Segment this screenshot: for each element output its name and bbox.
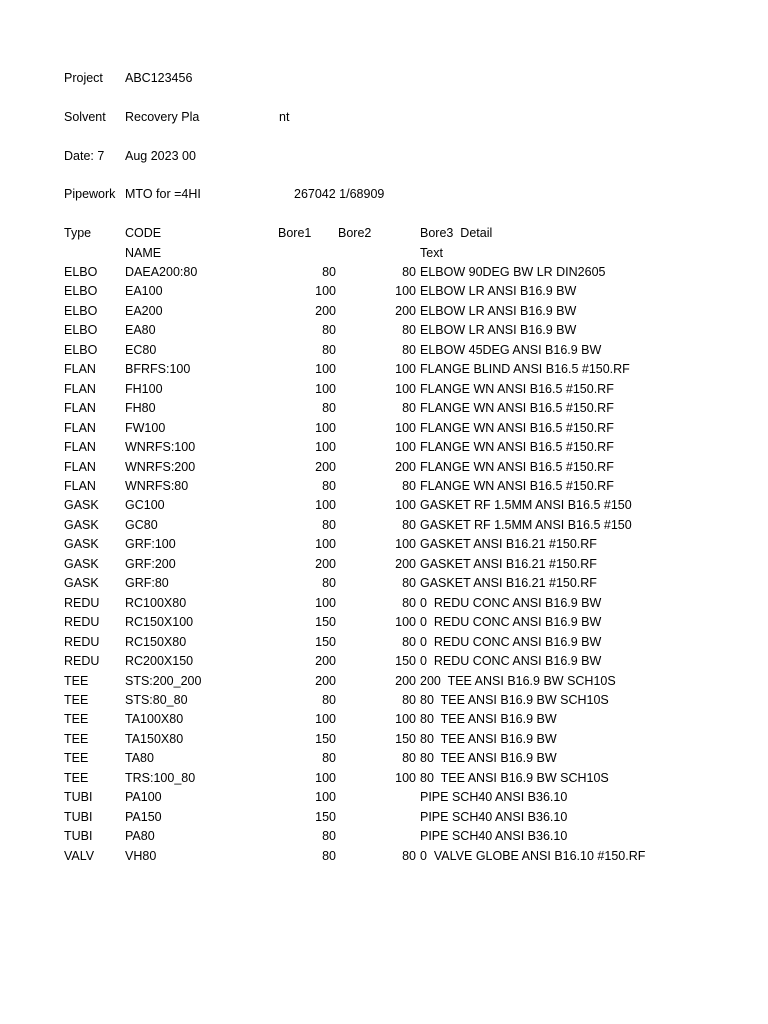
cell-detail: 0 REDU CONC ANSI B16.9 BW (420, 654, 602, 668)
cell-bore1: 100 (315, 790, 336, 805)
table-row (0, 693, 768, 709)
cell-bore3: 200 (395, 459, 416, 474)
pipework-value: MTO for =4HI (125, 187, 201, 201)
cell-bore1: 150 (315, 731, 336, 746)
solvent-value-a: Recovery Pla (125, 110, 200, 124)
table-row (0, 557, 768, 573)
col-type: Type (64, 226, 92, 240)
cell-code: STS:200_200 (125, 673, 202, 688)
cell-type: GASK (64, 517, 99, 532)
solvent-line (0, 110, 768, 126)
cell-detail: 200 TEE ANSI B16.9 BW SCH10S (420, 673, 616, 688)
cell-detail: 0 REDU CONC ANSI B16.9 BW (420, 595, 602, 610)
date-line (0, 149, 768, 165)
table-row (0, 284, 768, 300)
cell-bore3: 100 (395, 712, 416, 727)
cell-bore3: 80 (402, 342, 416, 357)
table-row (0, 537, 768, 553)
cell-code: TA80 (125, 751, 154, 766)
cell-detail: FLANGE WN ANSI B16.5 #150.RF (420, 478, 614, 493)
cell-bore1: 200 (315, 459, 336, 474)
table-row (0, 421, 768, 437)
cell-code: PA150 (125, 809, 162, 824)
cell-type: GASK (64, 537, 99, 552)
cell-bore3: 80 (402, 517, 416, 532)
cell-bore1: 100 (315, 595, 336, 610)
cell-code: PA100 (125, 790, 162, 805)
table-row (0, 440, 768, 456)
date-label: Date: 7 (64, 149, 105, 163)
cell-bore1: 80 (322, 323, 336, 338)
cell-type: GASK (64, 576, 99, 591)
cell-bore3: 80 (402, 576, 416, 591)
cell-bore1: 150 (315, 809, 336, 824)
pipework-ref: 267042 1/68909 (294, 187, 385, 201)
cell-bore3: 200 (395, 556, 416, 571)
table-row (0, 732, 768, 748)
col-bore1: Bore1 (278, 226, 312, 240)
cell-bore1: 100 (315, 284, 336, 299)
cell-code: PA80 (125, 829, 155, 843)
cell-code: TA100X80 (125, 712, 184, 727)
cell-detail: 0 REDU CONC ANSI B16.9 BW (420, 615, 602, 630)
table-row (0, 382, 768, 398)
table-row (0, 304, 768, 320)
cell-type: GASK (64, 498, 99, 513)
cell-code: RC150X80 (125, 634, 187, 649)
cell-type: REDU (64, 654, 100, 668)
cell-detail: 80 TEE ANSI B16.9 BW (420, 731, 557, 746)
cell-bore3: 80 (402, 265, 416, 279)
cell-bore1: 100 (315, 770, 336, 785)
cell-bore1: 80 (322, 829, 336, 843)
cell-bore3: 200 (395, 673, 416, 688)
cell-type: REDU (64, 595, 100, 610)
cell-detail: ELBOW 90DEG BW LR DIN2605 (420, 265, 606, 279)
cell-bore3: 100 (395, 770, 416, 785)
cell-type: TEE (64, 712, 89, 727)
cell-bore3: 100 (395, 440, 416, 454)
cell-bore3: 80 (402, 692, 416, 707)
cell-bore1: 150 (315, 634, 336, 649)
cell-code: TRS:100_80 (125, 770, 196, 785)
cell-bore3: 80 (402, 401, 416, 416)
cell-detail: GASKET ANSI B16.21 #150.RF (420, 537, 597, 552)
cell-type: ELBO (64, 342, 98, 357)
cell-type: TUBI (64, 829, 93, 843)
cell-code: GRF:100 (125, 537, 176, 552)
project-value: ABC123456 (125, 71, 193, 85)
cell-detail: PIPE SCH40 ANSI B36.10 (420, 790, 568, 805)
table-row (0, 323, 768, 339)
cell-type: TEE (64, 692, 89, 707)
cell-type: REDU (64, 615, 100, 630)
cell-code: GRF:80 (125, 576, 169, 591)
cell-detail: FLANGE WN ANSI B16.5 #150.RF (420, 440, 614, 454)
cell-bore1: 80 (322, 478, 336, 493)
cell-type: TUBI (64, 809, 93, 824)
table-row (0, 674, 768, 690)
cell-detail: FLANGE WN ANSI B16.5 #150.RF (420, 381, 614, 396)
cell-code: RC200X150 (125, 654, 194, 668)
table-row (0, 790, 768, 806)
cell-type: FLAN (64, 420, 96, 435)
cell-code: FH80 (125, 401, 156, 416)
cell-detail: 0 VALVE GLOBE ANSI B16.10 #150.RF (420, 848, 646, 863)
cell-bore3: 200 (395, 303, 416, 318)
cell-type: FLAN (64, 401, 96, 416)
table-row (0, 265, 768, 281)
cell-type: ELBO (64, 303, 98, 318)
cell-type: REDU (64, 634, 100, 649)
solvent-label: Solvent (64, 110, 106, 124)
cell-type: VALV (64, 848, 95, 863)
cell-code: DAEA200:80 (125, 265, 198, 279)
cell-detail: GASKET RF 1.5MM ANSI B16.5 #150 (420, 498, 632, 513)
cell-detail: 80 TEE ANSI B16.9 BW (420, 712, 557, 727)
project-line (0, 71, 768, 87)
cell-type: TUBI (64, 790, 93, 805)
cell-bore3: 80 (402, 751, 416, 766)
col-bore3-detail: Bore3 Detail (420, 226, 493, 240)
cell-detail: 0 REDU CONC ANSI B16.9 BW (420, 634, 602, 649)
cell-bore1: 80 (322, 692, 336, 707)
table-row (0, 401, 768, 417)
col-name: NAME (125, 246, 162, 260)
cell-type: FLAN (64, 362, 96, 377)
table-row (0, 810, 768, 826)
cell-bore1: 200 (315, 673, 336, 688)
cell-detail: PIPE SCH40 ANSI B36.10 (420, 829, 568, 843)
cell-bore3: 100 (395, 362, 416, 377)
col-bore2: Bore2 (338, 226, 372, 240)
cell-code: EA100 (125, 284, 163, 299)
cell-type: ELBO (64, 284, 98, 299)
pipework-label: Pipework (64, 187, 116, 201)
cell-bore1: 100 (315, 381, 336, 396)
table-row (0, 751, 768, 767)
cell-type: FLAN (64, 478, 96, 493)
cell-detail: ELBOW LR ANSI B16.9 BW (420, 284, 577, 299)
table-row (0, 829, 768, 845)
cell-detail: ELBOW LR ANSI B16.9 BW (420, 323, 577, 338)
cell-bore1: 80 (322, 342, 336, 357)
table-row (0, 849, 768, 865)
cell-bore1: 80 (322, 265, 336, 279)
cell-type: TEE (64, 770, 89, 785)
cell-code: GRF:200 (125, 556, 176, 571)
col-code: CODE (125, 226, 162, 240)
cell-code: FH100 (125, 381, 163, 396)
cell-bore1: 200 (315, 556, 336, 571)
cell-bore3: 100 (395, 615, 416, 630)
cell-bore3: 80 (402, 595, 416, 610)
cell-detail: ELBOW 45DEG ANSI B16.9 BW (420, 342, 602, 357)
cell-detail: 80 TEE ANSI B16.9 BW (420, 751, 557, 766)
cell-detail: PIPE SCH40 ANSI B36.10 (420, 809, 568, 824)
table-row (0, 362, 768, 378)
cell-detail: GASKET ANSI B16.21 #150.RF (420, 556, 597, 571)
cell-type: GASK (64, 556, 99, 571)
cell-type: FLAN (64, 440, 96, 454)
date-value: Aug 2023 00 (125, 149, 196, 163)
cell-code: VH80 (125, 848, 157, 863)
table-row (0, 518, 768, 534)
col-text: Text (420, 246, 443, 260)
cell-detail: FLANGE BLIND ANSI B16.5 #150.RF (420, 362, 630, 377)
table-row (0, 460, 768, 476)
cell-code: STS:80_80 (125, 692, 188, 707)
cell-bore3: 100 (395, 498, 416, 513)
project-label: Project (64, 71, 103, 85)
cell-bore1: 80 (322, 576, 336, 591)
cell-bore1: 80 (322, 517, 336, 532)
cell-type: ELBO (64, 265, 98, 279)
cell-bore1: 80 (322, 848, 336, 863)
table-row (0, 498, 768, 514)
cell-type: TEE (64, 751, 89, 766)
table-row (0, 635, 768, 651)
table-row (0, 479, 768, 495)
cell-bore1: 100 (315, 440, 336, 454)
table-row (0, 712, 768, 728)
cell-code: EA200 (125, 303, 163, 318)
cell-detail: GASKET RF 1.5MM ANSI B16.5 #150 (420, 517, 632, 532)
cell-bore1: 200 (315, 654, 336, 668)
cell-type: TEE (64, 673, 89, 688)
cell-detail: 80 TEE ANSI B16.9 BW SCH10S (420, 692, 609, 707)
cell-type: TEE (64, 731, 89, 746)
cell-bore1: 150 (315, 615, 336, 630)
cell-type: FLAN (64, 381, 96, 396)
cell-type: FLAN (64, 459, 96, 474)
cell-code: RC100X80 (125, 595, 187, 610)
cell-code: WNRFS:200 (125, 459, 196, 474)
cell-bore1: 100 (315, 362, 336, 377)
cell-bore3: 100 (395, 420, 416, 435)
table-row (0, 576, 768, 592)
cell-code: GC100 (125, 498, 165, 513)
cell-bore3: 80 (402, 848, 416, 863)
cell-bore3: 80 (402, 323, 416, 338)
cell-code: EA80 (125, 323, 156, 338)
cell-detail: FLANGE WN ANSI B16.5 #150.RF (420, 401, 614, 416)
cell-bore1: 200 (315, 303, 336, 318)
cell-code: TA150X80 (125, 731, 184, 746)
cell-bore3: 80 (402, 634, 416, 649)
cell-detail: 80 TEE ANSI B16.9 BW SCH10S (420, 770, 609, 785)
cell-code: RC150X100 (125, 615, 194, 630)
table-row (0, 343, 768, 359)
cell-bore1: 80 (322, 401, 336, 416)
solvent-value-b: nt (279, 110, 290, 124)
cell-type: ELBO (64, 323, 98, 338)
cell-bore1: 100 (315, 498, 336, 513)
column-subheader (0, 246, 768, 262)
cell-bore3: 100 (395, 381, 416, 396)
table-row (0, 596, 768, 612)
cell-code: GC80 (125, 517, 158, 532)
cell-bore1: 100 (315, 537, 336, 552)
cell-bore3: 100 (395, 284, 416, 299)
table-row (0, 654, 768, 670)
column-header (0, 226, 768, 242)
cell-detail: FLANGE WN ANSI B16.5 #150.RF (420, 420, 614, 435)
cell-bore3: 150 (395, 731, 416, 746)
cell-code: WNRFS:80 (125, 478, 189, 493)
cell-detail: GASKET ANSI B16.21 #150.RF (420, 576, 597, 591)
cell-detail: FLANGE WN ANSI B16.5 #150.RF (420, 459, 614, 474)
table-row (0, 615, 768, 631)
table-row (0, 771, 768, 787)
cell-bore1: 100 (315, 712, 336, 727)
pipework-line (0, 187, 768, 203)
cell-code: EC80 (125, 342, 157, 357)
cell-code: BFRFS:100 (125, 362, 191, 377)
cell-bore1: 100 (315, 420, 336, 435)
cell-bore3: 100 (395, 537, 416, 552)
cell-bore3: 150 (395, 654, 416, 668)
cell-bore3: 80 (402, 478, 416, 493)
cell-bore1: 80 (322, 751, 336, 766)
cell-code: WNRFS:100 (125, 440, 196, 454)
cell-detail: ELBOW LR ANSI B16.9 BW (420, 303, 577, 318)
cell-code: FW100 (125, 420, 166, 435)
